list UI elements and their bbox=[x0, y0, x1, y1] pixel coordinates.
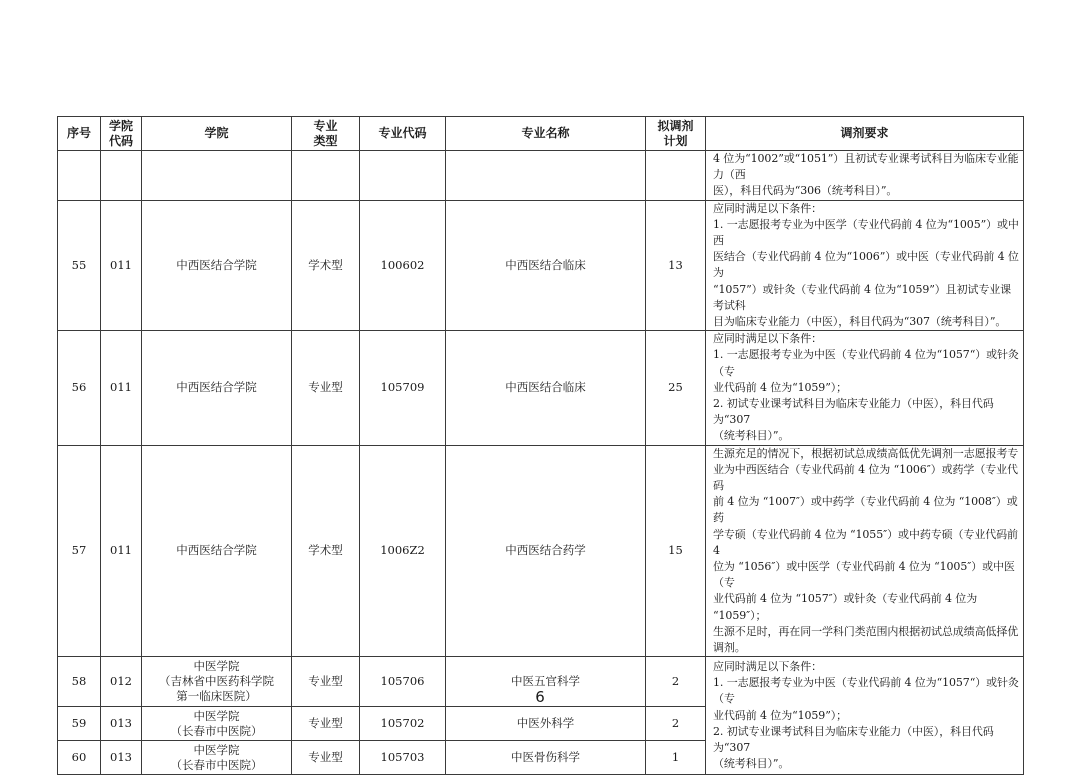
row-college-code: 012 bbox=[101, 657, 142, 707]
row-major-name: 中西医结合临床 bbox=[446, 331, 646, 445]
row-no: 59 bbox=[58, 707, 101, 741]
row-no: 55 bbox=[58, 200, 101, 331]
row-college-code: 011 bbox=[101, 200, 142, 331]
page-number: 6 bbox=[535, 688, 545, 706]
requirement-cell: 4 位为“1002”或“1051”）且初试专业课考试科目为临床专业能力（西 医），科目代码为“306（统考科目）”。 bbox=[706, 151, 1024, 201]
header-major-name: 专业名称 bbox=[446, 117, 646, 151]
row-major-name: 中医骨伤科学 bbox=[446, 741, 646, 775]
row-college: 中医学院 （吉林省中医药科学院 第一临床医院） bbox=[142, 657, 292, 707]
row-major-code: 105703 bbox=[360, 741, 446, 775]
row-plan: 25 bbox=[646, 331, 706, 445]
row-major-name: 中医五官科学 bbox=[446, 657, 646, 707]
row-major-type: 专业型 bbox=[292, 707, 360, 741]
row-college: 中西医结合学院 bbox=[142, 445, 292, 657]
row-college-code: 011 bbox=[101, 445, 142, 657]
row-plan: 15 bbox=[646, 445, 706, 657]
header-no: 序号 bbox=[58, 117, 101, 151]
row-plan: 2 bbox=[646, 707, 706, 741]
row-major-type: 专业型 bbox=[292, 741, 360, 775]
row-major-type: 学术型 bbox=[292, 200, 360, 331]
admission-table bbox=[57, 116, 1024, 775]
row-major-code: 100602 bbox=[360, 200, 446, 331]
header-row bbox=[58, 117, 1024, 151]
header-plan: 拟调剂 计划 bbox=[646, 117, 706, 151]
table-row-continuation bbox=[58, 151, 1024, 201]
table-row bbox=[58, 200, 1024, 331]
row-plan: 13 bbox=[646, 200, 706, 331]
row-no: 57 bbox=[58, 445, 101, 657]
row-major-type: 学术型 bbox=[292, 445, 360, 657]
table-row bbox=[58, 445, 1024, 657]
row-major-name: 中西医结合临床 bbox=[446, 200, 646, 331]
header-college: 学院 bbox=[142, 117, 292, 151]
row-major-type: 专业型 bbox=[292, 657, 360, 707]
table-row bbox=[58, 331, 1024, 445]
row-college: 中医学院 （长春市中医院） bbox=[142, 741, 292, 775]
row-college: 中西医结合学院 bbox=[142, 200, 292, 331]
shared-requirement-cell: 应同时满足以下条件： 1. 一志愿报考专业为中医（专业代码前 4 位为“1057“）或针灸（专 业代码前 4 位为“1059”）； 2. 初试专业课考试科目为临床专业能力（中医），科目代码为“307 （统考科目）”。 bbox=[706, 657, 1024, 775]
header-major-type: 专业 类型 bbox=[292, 117, 360, 151]
header-college-code: 学院 代码 bbox=[101, 117, 142, 151]
requirement-cell: 生源充足的情况下，根据初试总成绩高低优先调剂一志愿报考专 业为中西医结合（专业代码前 4 位为 “1006″）或药学（专业代码 前 4 位为 “1007″）或中药学（专业代码前 4 位为 “1008″）或药 学专硕（专业代码前 4 位为 “1055″）或中药专硕（专业代码前 4 位为 “1056″）或中医学（专业代码前 4 位为 “1005″）或中医（专 业代码前 4 位为 “1057″）或针灸（专业代码前 4 位为 “1059″）； 生源不足时，再在同一学科门类范围内根据初试总成绩高低择优 调剂。 bbox=[706, 445, 1024, 657]
row-major-code: 105702 bbox=[360, 707, 446, 741]
row-major-code: 105706 bbox=[360, 657, 446, 707]
row-college: 中医学院 （长春市中医院） bbox=[142, 707, 292, 741]
row-major-code: 105709 bbox=[360, 331, 446, 445]
row-major-name: 中医外科学 bbox=[446, 707, 646, 741]
requirement-cell: 应同时满足以下条件： 1. 一志愿报考专业为中医学（专业代码前 4 位为“1005”）或中西 医结合（专业代码前 4 位为“1006”）或中医（专业代码前 4 位为 “1057”）或针灸（专业代码前 4 位为“1059”）且初试专业课考试科 目为临床专业能力（中医），科目代码为“307（统考科目）”。 bbox=[706, 200, 1024, 331]
header-major-code: 专业代码 bbox=[360, 117, 446, 151]
row-major-type: 专业型 bbox=[292, 331, 360, 445]
row-major-code: 1006Z2 bbox=[360, 445, 446, 657]
row-college: 中西医结合学院 bbox=[142, 331, 292, 445]
row-major-name: 中西医结合药学 bbox=[446, 445, 646, 657]
row-college-code: 013 bbox=[101, 707, 142, 741]
requirement-cell: 应同时满足以下条件： 1. 一志愿报考专业为中医（专业代码前 4 位为“1057“）或针灸（专 业代码前 4 位为“1059”）； 2. 初试专业课考试科目为临床专业能力（中医），科目代码为“307 （统考科目）”。 bbox=[706, 331, 1024, 445]
header-requirement: 调剂要求 bbox=[706, 117, 1024, 151]
row-no: 56 bbox=[58, 331, 101, 445]
row-no: 60 bbox=[58, 741, 101, 775]
row-plan: 2 bbox=[646, 657, 706, 707]
row-college-code: 011 bbox=[101, 331, 142, 445]
row-no: 58 bbox=[58, 657, 101, 707]
row-plan: 1 bbox=[646, 741, 706, 775]
row-college-code: 013 bbox=[101, 741, 142, 775]
